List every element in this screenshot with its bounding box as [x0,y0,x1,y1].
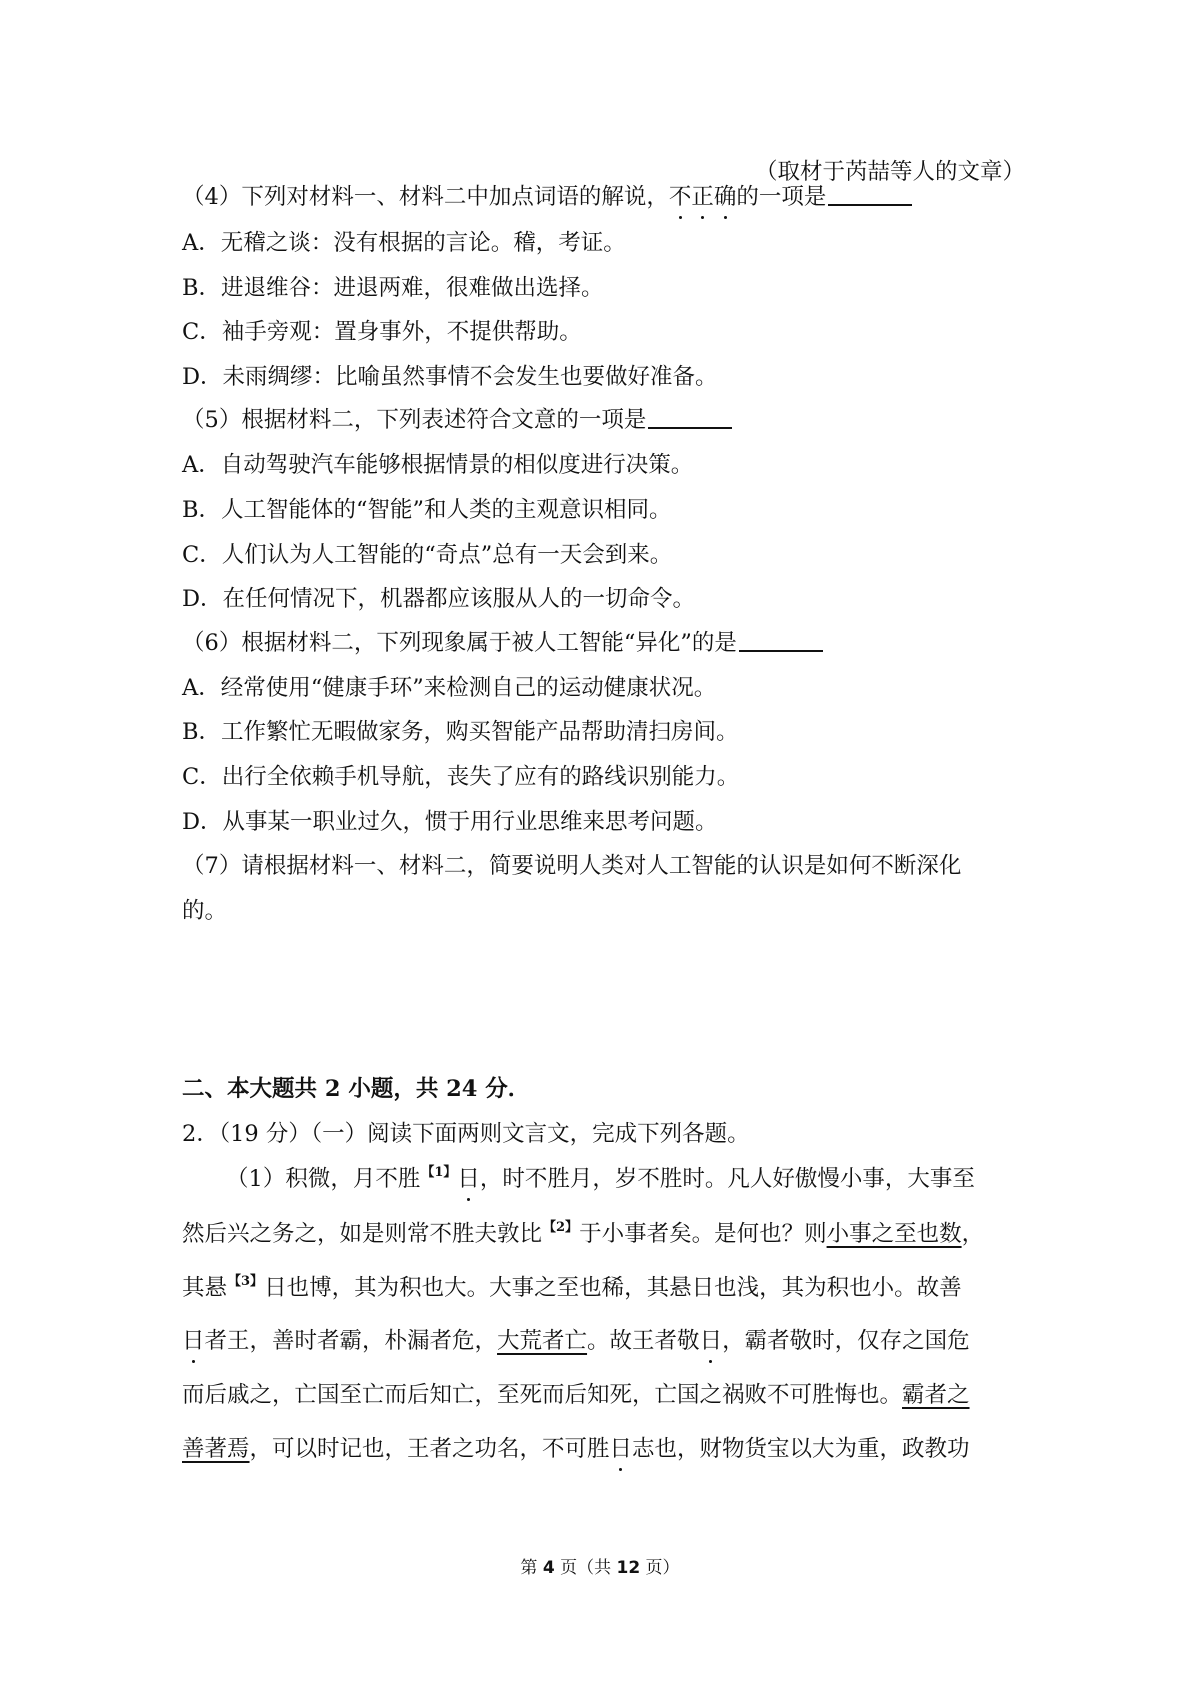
underlined-phrase: 小事之至也数 [826,1221,962,1247]
passage-text: 其悬 [182,1275,228,1301]
passage-line [182,1218,1042,1254]
passage-text: 日也博，其为积也大。大事之至也稀，其悬日也浅，其为积也小。故善 [264,1275,962,1301]
page-footer [0,1556,1200,1580]
footer-text: 页（共 [554,1558,617,1578]
footer-text: 第 [520,1558,543,1578]
passage-text: ，可以时记也，王者之功名，不可胜 [249,1436,610,1462]
underlined-phrase: 大荒者亡 [497,1328,588,1354]
passage-text: 于小事者矣。是何也？则 [579,1221,827,1247]
q7-stem-line1: （7）请根据材料一、材料二，简要说明人类对人工智能的认识是如何不断深化 [182,853,962,879]
q5-stem-text: （5）根据材料二，下列表述符合文意的一项是 [182,407,647,433]
q2-intro: 2．（19 分）（一）阅读下面两则文言文，完成下列各题。 [182,1121,750,1147]
q6-stem-text: （6）根据材料二，下列现象属于被人工智能“异化”的是 [182,630,737,656]
page-number: 4 [542,1558,555,1578]
total-pages: 12 [616,1558,641,1578]
q4-stem-part1: （4）下列对材料一、材料二中加点词语的解说， [182,184,669,210]
footer-text: 页） [640,1558,680,1578]
passage-line [182,1379,1042,1411]
q5-option-b: B．人工智能体的“智能”和人类的主观意识相同。 [182,497,672,523]
q6-option-c: C．出行全依赖手机导航，丧失了应有的路线识别能力。 [182,764,740,790]
q5-option-d: D．在任何情况下，机器都应该服从人的一切命令。 [182,586,696,612]
dotted-char: 正 [691,181,714,213]
dotted-char: 不 [669,181,692,213]
passage-text: （1）积微，月不胜 [226,1166,421,1192]
passage-line [182,1272,1042,1308]
footnote-marker: 【2】 [543,1220,579,1235]
underlined-phrase: 善著焉 [182,1436,250,1462]
q4-stem [182,181,1042,213]
q6-option-d: D．从事某一职业过久，惯于用行业思维来思考问题。 [182,809,718,835]
passage-text: 然后兴之务之，如是则常不胜夫敦比 [182,1221,543,1247]
passage-line [182,1325,1042,1357]
underlined-phrase: 霸者之 [902,1382,970,1408]
q6-option-b: B．工作繁忙无暇做家务，购买智能产品帮助清扫房间。 [182,719,739,745]
answer-blank [648,405,732,429]
source-note: （取材于芮喆等人的文章） [754,159,1025,185]
dotted-char: 日 [457,1163,480,1195]
q4-option-c: C．袖手旁观：置身事外，不提供帮助。 [182,319,582,345]
answer-blank [739,628,823,652]
passage-line [182,1433,1042,1465]
q4-option-d: D．未雨绸缪：比喻虽然事情不会发生也要做好准备。 [182,364,718,390]
q6-stem [182,627,1042,659]
q5-option-c: C．人们认为人工智能的“奇点”总有一天会到来。 [182,542,673,568]
q5-stem [182,404,1042,436]
footnote-marker: 【1】 [421,1165,457,1180]
q6-option-a: A．经常使用“健康手环”来检测自己的运动健康状况。 [182,675,717,701]
passage-text: ，时不胜月，岁不胜时。凡人好傲慢小事，大事至 [479,1166,975,1192]
q5-option-a: A．自动驾驶汽车能够根据情景的相似度进行决策。 [182,452,694,478]
passage-text: 志也，财物货宝以大为重，政教功 [632,1436,970,1462]
q4-option-a: A．无稽之谈：没有根据的言论。稽，考证。 [182,230,626,256]
passage-text: 而后戚之，亡国至亡而后知亡，至死而后知死，亡国之祸败不可胜悔也。 [182,1382,903,1408]
q4-stem-part2: 的一项是 [736,184,827,210]
section-heading: 二、本大题共 2 小题，共 24 分． [182,1076,531,1102]
dotted-char: 日 [182,1325,205,1357]
dotted-char: 确 [714,181,737,213]
q7-stem-line2: 的。 [182,898,228,924]
passage-text: ， [961,1221,985,1247]
passage-text: 者王，善时者霸，朴漏者危， [204,1328,498,1354]
passage-line [226,1163,1086,1199]
passage-text: ，霸者敬时，仅存之国危 [722,1328,970,1354]
answer-blank [828,182,912,206]
footnote-marker: 【3】 [228,1274,264,1289]
passage-text: 。故王者敬 [587,1328,700,1354]
dotted-char: 日 [610,1433,633,1465]
q4-option-b: B．进退维谷：进退两难，很难做出选择。 [182,275,604,301]
dotted-char: 日 [700,1325,723,1357]
